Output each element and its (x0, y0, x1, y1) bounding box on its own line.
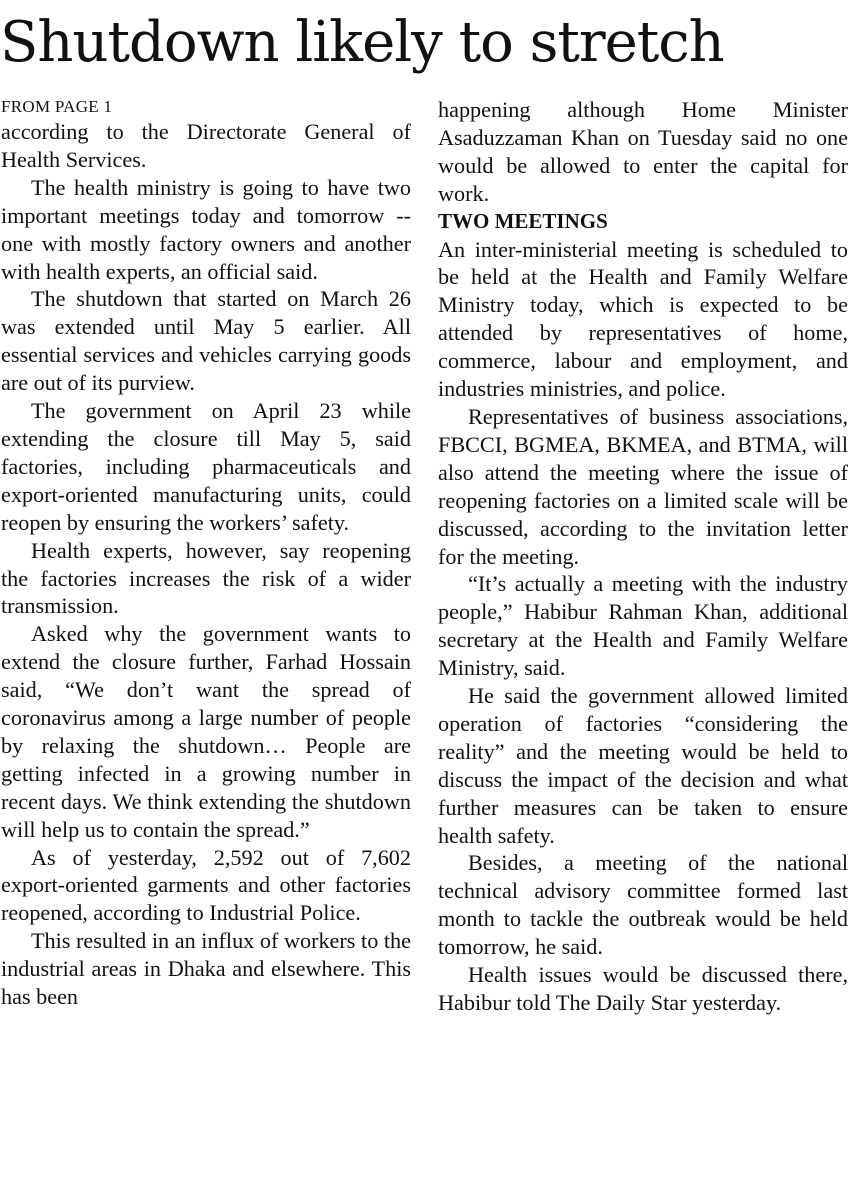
paragraph: As of yesterday, 2,592 out of 7,602 export-oriented garments and other factories reopened, according to Industrial Police. (1, 844, 411, 926)
continued-from-label: FROM PAGE 1 (1, 97, 113, 116)
paragraph: Asked why the government wants to extend the closure further, Farhad Hossain said, “We don’t want the spread of coronavirus among a large number of people by relaxing the shutdown… People are getting infected in a growing number in recent days. We think extending the shutdown will help us to contain the spread.” (1, 621, 411, 842)
paragraph: “It’s actually a meeting with the industry people,” Habibur Rahman Khan, additional secretary at the Health and Family Welfare Ministry, said. (438, 571, 848, 681)
paragraph: An inter-ministerial meeting is scheduled to be held at the Health and Family Welfare Ministry today, which is expected to be attended by representatives of home, commerce, labour and employment, and industries ministries, and police. (438, 236, 848, 402)
right-column (438, 96, 848, 1017)
paragraph: Representatives of business associations, FBCCI, BGMEA, BKMEA, and BTMA, will also attend the meeting where the issue of reopening factories on a limited scale will be discussed, according to the invitation letter for the meeting. (438, 403, 848, 569)
paragraph: according to the Directorate General of Health Services. (1, 119, 411, 172)
paragraph: This resulted in an influx of workers to the industrial areas in Dhaka and elsewhere. This has been (1, 928, 411, 1010)
paragraph: Besides, a meeting of the national technical advisory committee formed last month to tackle the outbreak would be held tomorrow, he said. (438, 850, 848, 960)
paragraph: The shutdown that started on March 26 was extended until May 5 earlier. All essential services and vehicles carrying goods are out of its purview. (1, 286, 411, 396)
subheading: TWO MEETINGS (438, 208, 608, 233)
paragraph: happening although Home Minister Asaduzzaman Khan on Tuesday said no one would be allowed to enter the capital for work. (438, 97, 848, 206)
paragraph: He said the government allowed limited operation of factories “considering the reality” and the meeting would be held to discuss the impact of the decision and what further measures can be taken to ensure health safety. (438, 683, 848, 848)
paragraph: The health ministry is going to have two important meetings today and tomorrow -- one with mostly factory owners and another with health experts, an official said. (1, 174, 411, 284)
headline: Shutdown likely to stretch (0, 10, 724, 75)
paragraph: The government on April 23 while extending the closure till May 5, said factories, including pharmaceuticals and export-oriented manufacturing units, could reopen by ensuring the workers’ safety. (1, 398, 411, 535)
paragraph: Health experts, however, say reopening the factories increases the risk of a wider transmission. (1, 537, 411, 619)
left-column (1, 96, 411, 1011)
paragraph: Health issues would be discussed there, Habibur told The Daily Star yesterday. (438, 962, 848, 1015)
